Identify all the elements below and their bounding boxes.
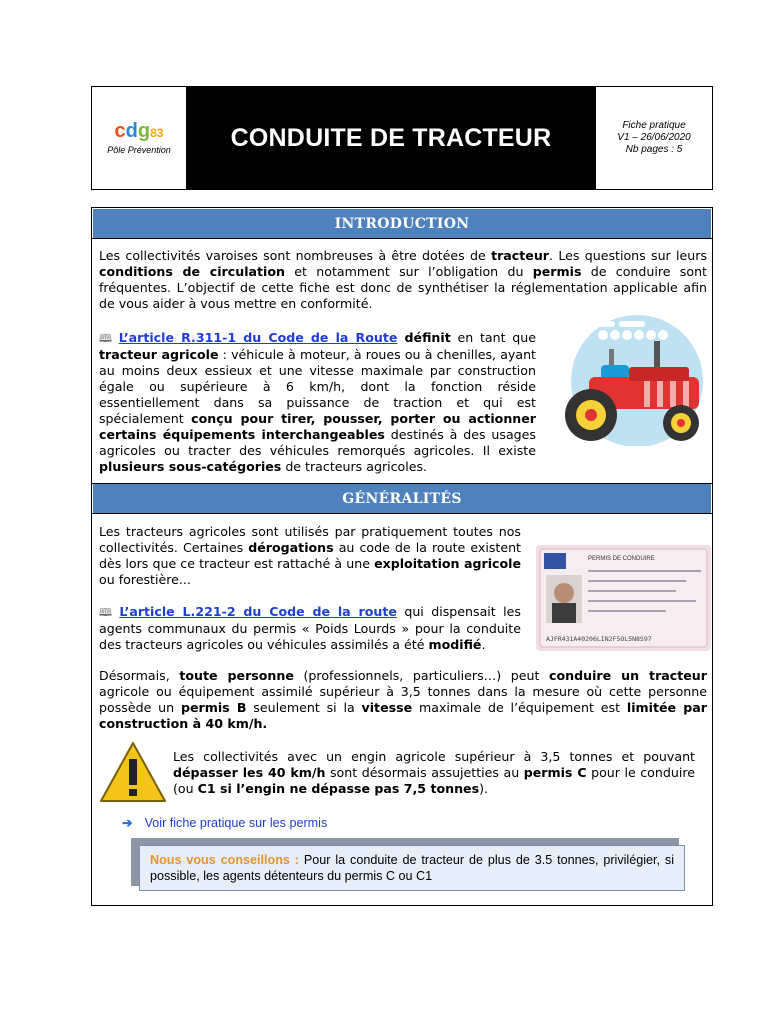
logo-number: 83 [150,126,164,140]
intro-p1-run: et notamment sur l’obligation du [284,264,533,279]
see-permits-label: Voir fiche pratique sur les permis [144,816,328,830]
link-article-r311-1[interactable]: L’article R.311-1 du Code de la Route [118,330,398,345]
general-paragraph-3 [99,668,707,732]
divider [92,513,712,514]
warning-run: permis C [523,765,587,780]
link-article-l221-2[interactable]: L’article L.221-2 du Code de la route [119,604,397,619]
warning-run: C1 si l’engin ne dépasse pas 7,5 tonnes [197,781,480,796]
warning-text [173,749,695,797]
general-p3-run: toute personne [179,668,294,683]
intro-p1-run: de conduire sont fréquentes. L’objectif de cette fiche est donc de synthétiser la réglementation applicable afin de vous aider à vous mettre en conformité. [99,264,707,311]
intro-paragraph-1 [99,248,707,312]
tractor-illustration [549,311,707,446]
advice-text: Pour la conduite de tracteur de plus de 3.5 tonnes, privilégier, si possible, les agents détenteurs du permis C ou C1 [150,853,674,883]
intro-p1-run: Les collectivités varoises sont nombreuses à être dotées de [99,248,492,263]
general-p3-run: (professionnels, particuliers…) peut [293,668,550,683]
intro-p1-run: tracteur [491,248,550,263]
arrow-right-icon: ➔ [122,816,133,830]
meta-cell [595,87,712,189]
general-paragraph-1 [99,524,521,588]
general-p2-run: modifié [428,637,482,652]
cdg-logo: cdg83 [114,120,164,142]
general-p2-run: . [481,637,486,652]
logo-subtitle: Pôle Prévention [107,145,171,155]
warning-run: Les collectivités avec un engin agricole supérieur à 3,5 tonnes et pouvant [173,749,695,764]
intro-p1-run: . Les questions sur leurs [549,248,708,263]
section-header-generalites: GÉNÉRALITÉS [93,484,711,513]
title-cell [187,87,595,189]
warning-run: dépasser les 40 km/h [173,765,326,780]
page-title: CONDUITE DE TRACTEUR [230,123,552,152]
see-permits-link[interactable] [122,815,327,830]
general-p1-run: dérogations [248,540,334,555]
intro-p1-run: conditions de circulation [99,264,285,279]
warning-run: pour le conduire (ou [173,765,695,796]
logo-cell [92,87,187,189]
intro-p2-run: conçu pour tirer, pousser, porter ou actionner certains équipements interchangeables [99,411,537,442]
intro-p2-run: de tracteurs agricoles. [281,459,428,474]
warning-icon [99,741,167,804]
meta-line-pages: Nb pages : 5 [625,144,683,155]
book-icon: 🕮 [99,332,115,345]
meta-line-type: Fiche pratique [622,120,686,131]
intro-p2-run: plusieurs sous-catégories [99,459,282,474]
license-title: PERMIS DE CONDUIRE [588,556,655,562]
intro-paragraph-2 [99,330,536,475]
section-header-introduction: INTRODUCTION [93,209,711,238]
license-code: AJFR431A40206LIN2F5OL5N8S97 [546,635,652,643]
driving-license-image [536,545,711,651]
general-p3-run: seulement si la [246,700,362,715]
general-p3-run: vitesse [361,700,413,715]
content-box [91,207,713,906]
general-p1-run: Les tracteurs agricoles sont utilisés par pratiquement toutes nos collectivités. Certaines [99,524,521,555]
general-p2-run: qui dispensait les agents communaux du permis « Poids Lourds » pour la conduite des tracteurs agricoles ou véhicules assimilés a été [99,604,521,652]
general-paragraph-2 [99,604,521,653]
meta-line-version: V1 – 26/06/2020 [617,132,691,143]
general-p3-run: Désormais, [99,668,180,683]
general-p1-run: au code de la route existent dès lors que ce tracteur est rattaché à une [99,540,521,571]
general-p3-run: agricole ou équipement assimilé supérieur à 3,5 tonnes dans la mesure où cette personne possède un [99,684,707,715]
intro-p2-run: destinés à des usages agricoles ou tracter des véhicules remorqués agricoles. Il existe [99,427,536,458]
general-p1-run: exploitation agricole [374,556,522,571]
warning-run: sont désormais assujetties au [325,765,524,780]
document-header [91,86,713,190]
divider [92,238,712,239]
advice-label: Nous vous conseillons : [150,853,299,867]
advice-box [139,845,685,891]
general-p3-run: maximale de l’équipement est [412,700,627,715]
general-p3-run: limitée par construction à 40 km/h. [99,700,707,731]
general-p1-run: ou forestière... [99,572,191,587]
book-icon: 🕮 [99,606,116,619]
intro-p2-run: en tant que [450,330,537,345]
intro-p2-run: définit [397,330,451,345]
warning-run: ). [479,781,489,796]
intro-p2-run: tracteur agricole [99,347,219,362]
intro-p1-run: permis [532,264,582,279]
general-p3-run: conduire un tracteur [549,668,707,683]
intro-p2-run: : véhicule à moteur, à roues ou à chenilles, ayant au moins deux essieux et une vitesse maximale par construction égale ou supérieure à 6 km/h, dont la fonction réside essentiellement dans sa puissance de traction et qui est spécialement [99,347,536,426]
divider [92,483,712,484]
general-p3-run: permis B [180,700,247,715]
